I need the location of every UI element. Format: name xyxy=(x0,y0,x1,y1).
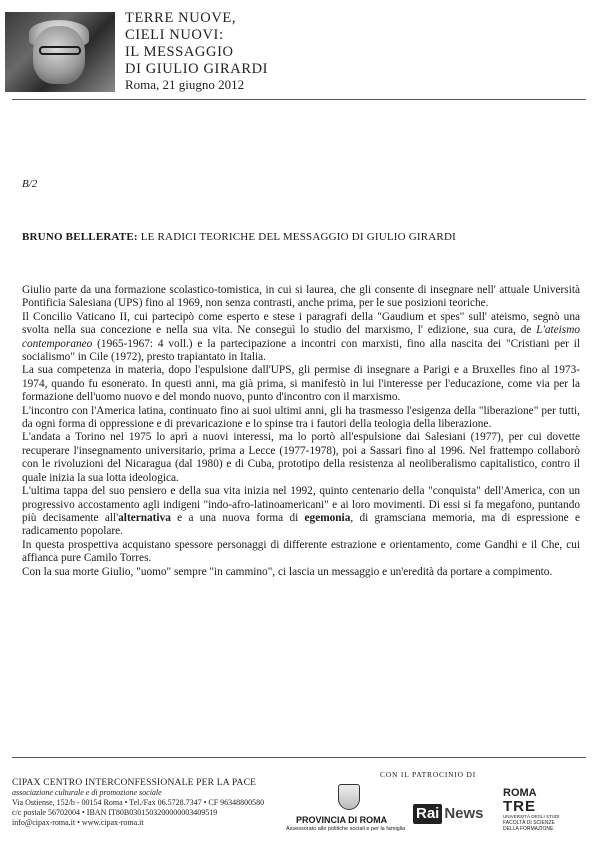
province-subtitle: Assessorato alle politiche sociali e per la famiglia xyxy=(286,826,406,832)
province-crest-icon xyxy=(338,784,360,810)
body-paragraph xyxy=(22,566,580,579)
paragraph-text: , di gramsciana memoria, ma di espressione e radicamento popolare. xyxy=(22,511,580,538)
roma-tre-logo xyxy=(503,788,563,832)
paragraph-text: In questa prospettiva acquistano spessore personaggi di differente estrazione e orientamento, come Gandhi e il Che, cui affianca pure Camilo Torres. xyxy=(22,538,580,565)
paragraph-text: egemonia xyxy=(304,511,351,524)
footer-patronage-label: CON IL PATROCINIO DI xyxy=(380,770,477,779)
paragraph-text: L'incontro con l'America latina, continuato fino ai suoi ultimi anni, gli ha trasmesso l'esigenza della "liberazione" per tutti, da ogni forma di oppressione e di prevaricazione e lo spinse tra i fautori della teologia della liberazione. xyxy=(22,404,580,431)
document-code: B/2 xyxy=(22,178,38,190)
footer-org-subtitle: associazione culturale e di promozione sociale xyxy=(12,788,162,797)
rai-news-label: News xyxy=(444,805,484,822)
paragraph-text: L'ultima tappa del suo pensiero e della sua vita inizia nel 1992, quinto centenario della "conquista" dell'America, con un progressivo accostamento agli indigeni "indo-afro-latinoamericani" e ai loro movimenti. Di essi si fa megafono, puntando più decisamente all' xyxy=(22,485,580,524)
article-heading xyxy=(22,231,456,243)
header-title xyxy=(125,10,268,78)
body-paragraph xyxy=(22,284,580,311)
header-title-line: CIELI NUOVI: xyxy=(125,27,224,43)
article-author: BRUNO BELLERATE: xyxy=(22,231,138,243)
body-paragraph xyxy=(22,539,580,566)
paragraph-text: Con la sua morte Giulio, "uomo" sempre "in cammino", ci lascia un messaggio e un'eredità da portare a compimento. xyxy=(22,565,553,578)
paragraph-text: Il Concilio Vaticano II, cui partecipò come esperto e stese i paragrafi della "Gaudium et spes" sull' ateismo, segnò una svolta nella sua concezione e nella sua vita. Ne conseguì lo studio del marxismo, l' edizione, sua cura, de xyxy=(22,310,580,337)
header-portrait-photo xyxy=(5,12,115,92)
article-body xyxy=(22,284,580,579)
article-title: LE RADICI TEORICHE DEL MESSAGGIO DI GIULIO GIRARDI xyxy=(140,231,456,243)
header-title-line: TERRE NUOVE, xyxy=(125,10,237,26)
body-paragraph xyxy=(22,485,580,539)
paragraph-text: La sua competenza in materia, dopo l'espulsione dall'UPS, gli permise di insegnare a Parigi e a Bruxelles fino al 1973-1974, quando fu esonerato. In questi anni, ma già prima, si manifestò in lui l'interesse per l'educazione, come via per la formazione dell'uomo nuovo e del mondo nuovo, punto d'incontro con il marxismo. xyxy=(22,364,580,404)
body-paragraph xyxy=(22,431,580,485)
paragraph-text: L'ateismo contemporaneo xyxy=(22,324,580,350)
paragraph-text: alternativa xyxy=(118,511,171,524)
rai-news-logo xyxy=(413,804,487,824)
footer-contacts: info@cipax-roma.it • www.cipax-roma.it xyxy=(12,818,144,827)
body-paragraph xyxy=(22,311,580,365)
province-name: PROVINCIA DI ROMA xyxy=(296,815,388,825)
roma-tre-line2: TRE xyxy=(503,798,536,815)
paragraph-text: L'andata a Torino nel 1975 lo aprì a nuovi interessi, ma lo portò all'espulsione dai Salesiani (1977), per cui dovette recuperare l'insegnamento universitario, prima a Lecce (1977-1978), poi a Sassari fino al 1996. Nel frattempo collaborò con le rivoluzioni del Nicaragua (dal 1980) e di Cuba, prototipo della resistenza al neoliberalismo capitalistico, contro il quale inizia la sua lotta ideologica. xyxy=(22,431,580,484)
roma-tre-line1: ROMA xyxy=(503,787,537,799)
footer-organization xyxy=(12,778,264,828)
footer-divider xyxy=(12,757,586,758)
footer-org-name: CIPAX CENTRO INTERCONFESSIONALE PER LA PACE xyxy=(12,778,257,788)
header-title-line: DI GIULIO GIRARDI xyxy=(125,61,269,77)
header-divider xyxy=(12,99,586,100)
rai-logo-label: Rai xyxy=(413,804,442,824)
header-title-line: IL MESSAGGIO xyxy=(125,44,234,60)
header-date: Roma, 21 giugno 2012 xyxy=(125,77,245,92)
body-paragraph xyxy=(22,405,580,432)
roma-tre-line4: FACOLTÀ DI SCIENZE DELLA FORMAZIONE xyxy=(503,820,555,832)
paragraph-text: e a una nuova forma di xyxy=(170,511,305,524)
paragraph-text: (1965-1967: 4 voll.) e la partecipazione a incontri con marxisti, fino alla nascita dei "Cristiani per il socialismo" in Cile (1972), presto trapiantato in Italia. xyxy=(22,337,580,364)
footer-account: c/c postale 56702004 • IBAN IT80B0301503200000003409519 xyxy=(12,808,218,817)
body-paragraph xyxy=(22,364,580,404)
roma-tre-line3: UNIVERSITÀ DEGLI STUDI xyxy=(503,814,560,819)
footer-address: Via Ostiense, 152/b - 00154 Roma • Tel./Fax 06.5728.7347 • CF 96348800580 xyxy=(12,798,265,807)
paragraph-text: Giulio parte da una formazione scolastico-tomistica, in cui si laurea, che gli consente di insegnare nell' attuale Università Pontificia Salesiana (UPS) fino al 1969, non senza contrasti, anche prima, per le sue posizioni teoriche. xyxy=(22,284,580,310)
